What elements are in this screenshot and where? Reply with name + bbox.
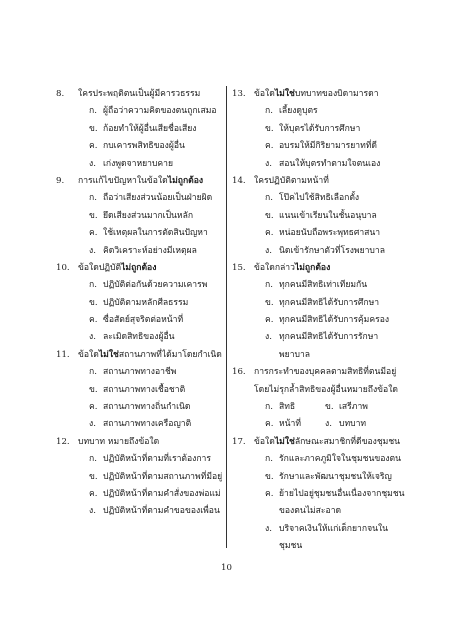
question-text [78,173,226,190]
question-number: 8. [56,89,65,99]
option-letter: ก. [265,280,273,291]
option-text: ทุกคนมีสิทธิได้รับการศึกษา [279,297,380,308]
option-text: รักษาและพัฒนาชุมชนให้เจริญ [279,471,392,482]
question-text-part: สถานภาพที่ได้มาโดยกำเนิด [118,349,222,360]
option-letter: ง. [89,419,96,430]
option-letter: ง. [325,419,332,430]
question-text [254,173,432,190]
answer-option [56,156,226,173]
option-text: เก่งพูดจาหยาบคาย [103,158,174,169]
answer-option [56,225,226,242]
answer-option [232,208,432,225]
option-letter: ก. [89,193,97,204]
option-letter: ข. [89,297,98,308]
answer-option [232,469,432,486]
question-number: 9. [56,175,65,186]
answer-option [56,469,226,486]
option-text: ปฏิบัติหน้าที่ตามคำขอของเพื่อน [103,506,220,517]
answer-option [56,416,226,433]
answer-option [232,243,432,260]
answer-option [56,451,226,468]
option-text: ปฏิบัติหน้าที่ตามสถานภาพที่มีอยู่ [103,471,223,482]
option-text: ใช้เหตุผลในการตัดสินปัญหา [103,228,208,239]
question-text-part: การกระทำของบุคคลตามสิทธิที่ตนมีอยู่ [254,367,397,378]
answer-option [232,312,432,329]
answer-option [265,399,325,416]
question-text-part: บทบาทของบิดามารดา [294,89,379,99]
question-number: 14. [232,175,246,186]
question-text-part: บทบาท หมายถึงข้อใด [78,436,160,447]
question-number: 13. [232,89,246,99]
option-letter: ข. [89,210,98,221]
answer-option [56,295,226,312]
option-letter: ค. [89,141,98,152]
answer-option [56,243,226,260]
option-text: โป๊คไปใช้สิทธิเลือกตั้ง [279,193,360,204]
option-text: เลี้ยงดูบุตร [279,106,318,117]
option-letter: ง. [89,506,96,517]
question-text [78,347,226,364]
question-stem-continued: โดยไม่รุกล้ำสิทธิของผู้อื่นหมายถึงข้อใด [254,384,398,395]
answer-option [232,277,432,294]
question-number: 11. [56,349,70,360]
answer-option [56,329,226,346]
option-letter: ข. [265,210,274,221]
answer-option [325,416,385,433]
question-text [254,364,432,381]
option-text: ปฏิบัติต่อกันด้วยความเคารพ [103,280,208,291]
option-letter: ก. [89,280,97,291]
question-number: 12. [56,436,70,447]
answer-option [56,121,226,138]
question-stem [232,260,432,277]
question-text-part: ข้อใด [254,89,275,99]
question-text [78,260,226,277]
question-text-part: การแก้ไขปัญหาในข้อใด [78,175,168,186]
answer-option [56,364,226,381]
option-letter: ก. [265,193,273,204]
left-column [56,86,226,521]
option-text-continued: ชุมชน [279,541,303,552]
answer-option [232,103,432,120]
option-letter: ง. [265,523,272,534]
option-letter: ค. [265,419,274,430]
question-text-part: ข้อใดกล่าว [254,262,295,273]
question-text-part: ข้อใดปฏิบัติ [78,262,122,273]
answer-option [56,312,226,329]
answer-option [56,190,226,207]
option-text: นิดเข้ารักษาตัวที่โรงพยาบาล [279,245,385,256]
answer-option [56,399,226,416]
option-text: บทบาท [339,419,367,430]
question-text-part: ข้อใด [254,436,275,447]
option-text: แนนเข้าเรียนในชั้นอนุบาล [279,210,377,221]
option-letter: ก. [265,454,273,465]
answer-option [56,382,226,399]
question-emphasis: ไม่ถูกต้อง [294,262,331,273]
option-letter: ข. [265,297,274,308]
option-letter: ค. [265,228,274,239]
option-letter: ง. [265,245,272,256]
option-letter: ก. [89,367,97,378]
question-text-part: ลักษณะสมาชิกที่ดีของชุมชน [294,436,401,447]
option-text: ถือว่าเสียงส่วนน้อยเป็นฝ่ายผิด [103,193,213,204]
option-text: รักและภาคภูมิใจในชุมชนของตน [279,454,402,465]
answer-option-pair [232,416,432,433]
question-emphasis: ไม่ใช่ [98,349,119,360]
option-text: ซื่อสัตย์สุจริตต่อหน้าที่ [103,315,184,326]
question-text [254,434,432,451]
option-text: ทุกคนมีสิทธิได้รับการคุ้มครอง [279,315,390,326]
question-emphasis: ไม่ใช่ [274,436,295,447]
option-text: ทุกคนมีสิทธิได้รับการรักษา [279,332,379,343]
option-text: ละเมิดสิทธิของผู้อื่น [103,332,175,343]
option-text-continued: ของตนไม่สะอาด [279,506,342,517]
question-stem [232,173,432,190]
question-text-part: ข้อใด [78,349,99,360]
option-letter: ง. [89,245,96,256]
option-letter: ข. [89,471,98,482]
answer-option [232,190,432,207]
question-stem [232,434,432,451]
option-letter: ก. [265,106,273,117]
question-text-part: ใครปฏิบัติตามหน้าที่ [254,175,329,186]
answer-option [56,503,226,520]
option-text: ย้ายไปอยู่ชุมชนอื่นเนื่องจากชุมชน [279,488,405,499]
option-letter: ค. [89,488,98,499]
answer-option [232,138,432,155]
option-letter: ง. [89,332,96,343]
question-emphasis: ไม่ใช่ [274,89,295,99]
answer-option [232,329,432,346]
right-column [232,86,432,556]
option-text: ให้บุตรได้รับการศึกษา [279,123,361,134]
question-emphasis: ไม่ถูกต้อง [121,262,157,273]
question-stem [56,86,226,103]
question-stem [56,347,226,364]
question-stem [56,434,226,451]
option-letter: ง. [265,158,272,169]
answer-option [232,121,432,138]
answer-option-pair [232,399,432,416]
option-text: สถานภาพทางถิ่นกำเนิด [103,402,191,413]
option-letter: ค. [265,141,274,152]
question-text [254,260,432,277]
question-emphasis: ไม่ถูกต้อง [167,175,204,186]
question-text [78,86,226,103]
question-stem [56,260,226,277]
answer-option [232,225,432,242]
option-text: หน้าที่ [279,419,302,430]
answer-option [265,416,325,433]
option-letter: ค. [89,228,98,239]
option-text: กบเคารพสิทธิของผู้อื่น [103,141,185,152]
option-text: บริจาคเงินให้แก่เด็กยากจนใน [279,523,389,534]
option-letter: ค. [89,402,98,413]
option-text: ปฏิบัติหน้าที่ตามที่เราต้องการ [103,454,211,465]
option-text: อบรมให้มีกิริยามารยาทที่ดี [279,141,377,152]
option-letter: ค. [89,315,98,326]
page-number: 10 [221,563,232,573]
answer-option [56,486,226,503]
question-stem [232,364,432,381]
option-letter: ข. [265,123,274,134]
question-text [254,86,432,103]
answer-option [56,277,226,294]
option-letter: ค. [265,488,274,499]
option-text: สถานภาพทางอาชีพ [103,367,177,378]
option-text: หน่อยนับถือพระพุทธศาสนา [279,228,381,239]
option-letter: ก. [89,106,97,117]
option-text: สถานภาพทางเครือญาติ [103,419,192,430]
answer-option [232,486,432,503]
answer-option [56,103,226,120]
option-text: ปฏิบัติหน้าที่ตามคำสั่งของพ่อแม่ [103,488,221,499]
question-stem [232,86,432,103]
answer-option [232,451,432,468]
option-letter: ข. [325,402,334,413]
option-letter: ข. [89,384,98,395]
option-text-continued: พยาบาล [279,349,311,360]
option-text: ทุกคนมีสิทธิเท่าเทียมกัน [279,280,368,291]
question-number: 10. [56,262,70,273]
question-text-part: ใครประพฤติตนเป็นผู้มีคารวธรรม [78,89,201,99]
answer-option [56,138,226,155]
option-text: ก้อยทำให้ผู้อื่นเสียชื่อเสียง [103,123,197,134]
option-text: ยึดเสียงส่วนมากเป็นหลัก [103,210,194,221]
answer-option [325,399,385,416]
option-text: ผู้ถือว่าความคิดของตนถูกเสมอ [103,106,217,117]
option-text: ปฏิบัติตามหลักศีลธรรม [103,297,189,308]
option-letter: ข. [89,123,98,134]
option-letter: ก. [89,454,97,465]
option-text: สอนให้บุตรทำตามใจตนเอง [279,158,381,169]
option-letter: ง. [89,158,96,169]
column-divider [226,86,227,548]
option-text: คิดวิเคราะห์อย่างมีเหตุผล [103,245,197,256]
option-letter: ง. [265,332,272,343]
question-number: 17. [232,436,246,447]
answer-option [56,208,226,225]
option-text: เสรีภาพ [339,402,368,413]
option-letter: ค. [265,315,274,326]
question-number: 16. [232,367,246,378]
question-stem [56,173,226,190]
option-letter: ก. [265,402,273,413]
option-text: สิทธิ [279,402,296,413]
question-text [78,434,226,451]
answer-option [232,521,432,538]
option-text: สถานภาพทางเชื้อชาติ [103,384,186,395]
answer-option [232,295,432,312]
option-letter: ข. [265,471,274,482]
answer-option [232,156,432,173]
question-number: 15. [232,262,246,273]
